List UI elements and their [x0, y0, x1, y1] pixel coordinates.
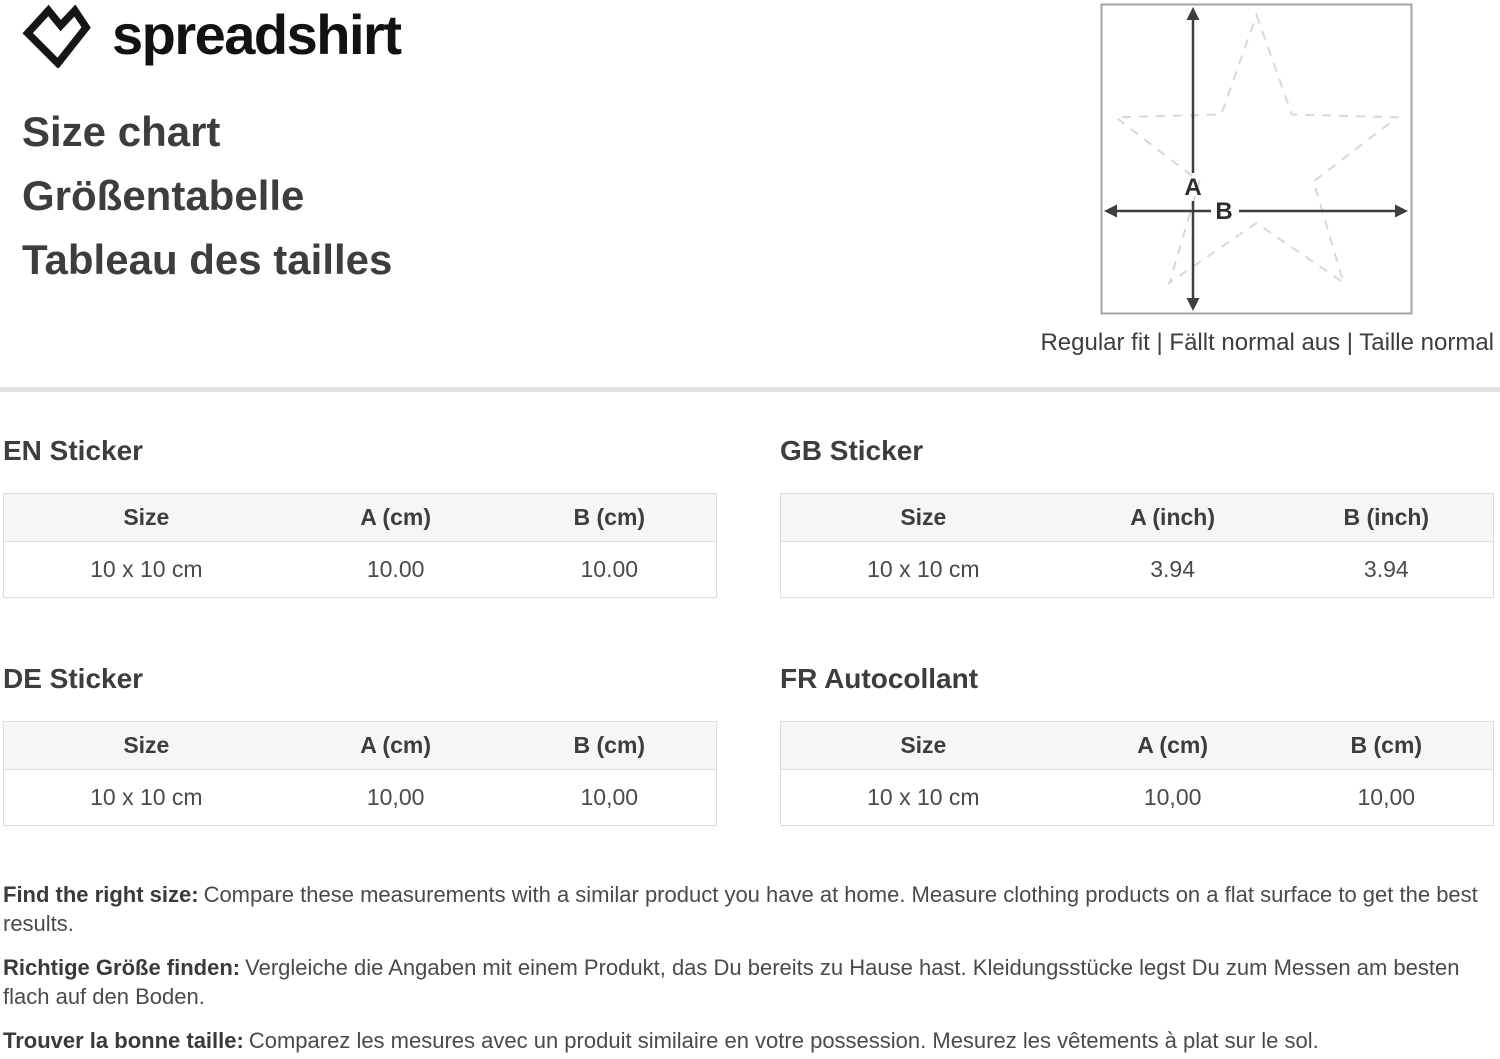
spreadshirt-heart-icon — [20, 2, 92, 68]
table-heading-fr: FR Autocollant — [780, 663, 979, 694]
table-row — [4, 542, 717, 598]
cell-a: 10,00 — [1143, 784, 1202, 810]
label-a: A — [1184, 174, 1202, 201]
size-table-de — [3, 721, 717, 826]
col-header-b: B (inch) — [1343, 504, 1430, 530]
measurement-diagram — [1100, 3, 1413, 320]
help-paragraph-fr — [3, 1026, 1496, 1055]
cell-b: 3.94 — [1363, 556, 1409, 582]
help-body-de: Vergleiche die Angaben mit einem Produkt, das Du bereits zu Hause hast. Kleidungsstücke legst Du zum Messen am besten flach auf den Boden. — [3, 955, 1460, 1009]
size-table-gb — [780, 493, 1494, 598]
table-heading-gb: GB Sticker — [780, 435, 924, 466]
cell-size: 10 x 10 cm — [90, 556, 203, 582]
col-header-b: B (cm) — [573, 732, 646, 758]
cell-b: 10,00 — [1357, 784, 1416, 810]
cell-b: 10.00 — [580, 556, 639, 582]
help-body-en: Compare these measurements with a similar product you have at home. Measure clothing products on a flat surface to get the best results. — [3, 882, 1478, 936]
col-header-a: A (inch) — [1130, 504, 1215, 530]
measurement-box — [1102, 5, 1412, 314]
page-title-en: Size chart — [22, 108, 221, 155]
table-section-gb — [780, 437, 1494, 598]
table-section-de — [3, 665, 717, 826]
help-lead-en: Find the right size: — [3, 882, 199, 907]
help-body-fr: Comparez les mesures avec un produit similaire en votre possession. Mesurez les vêtements à plat sur le sol. — [248, 1028, 1319, 1053]
table-section-fr — [780, 665, 1494, 826]
cell-a: 3.94 — [1150, 556, 1196, 582]
cell-a: 10,00 — [366, 784, 425, 810]
cell-size: 10 x 10 cm — [867, 556, 980, 582]
page-title-de: Größentabelle — [22, 172, 305, 219]
col-header-size: Size — [900, 504, 947, 530]
table-row — [781, 542, 1494, 598]
table-header-row — [4, 494, 717, 542]
col-header-a: A (cm) — [1137, 732, 1208, 758]
col-header-a: A (cm) — [360, 504, 431, 530]
col-header-b: B (cm) — [573, 504, 646, 530]
table-header-row — [781, 722, 1494, 770]
fit-caption: Regular fit | Fällt normal aus | Taille normal — [1040, 329, 1494, 356]
table-header-row — [4, 722, 717, 770]
table-section-en — [3, 437, 717, 598]
table-heading-de: DE Sticker — [3, 663, 144, 694]
cell-a: 10.00 — [366, 556, 425, 582]
cell-size: 10 x 10 cm — [867, 784, 980, 810]
table-row — [4, 770, 717, 826]
help-lead-de: Richtige Größe finden: — [3, 955, 241, 980]
size-table-fr — [780, 721, 1494, 826]
help-paragraph-en — [3, 880, 1496, 938]
table-heading-en: EN Sticker — [3, 435, 144, 466]
col-header-size: Size — [123, 732, 170, 758]
table-row — [781, 770, 1494, 826]
col-header-b: B (cm) — [1350, 732, 1423, 758]
col-header-a: A (cm) — [360, 732, 431, 758]
page-title-fr: Tableau des tailles — [22, 236, 393, 283]
table-header-row — [781, 494, 1494, 542]
cell-size: 10 x 10 cm — [90, 784, 203, 810]
cell-b: 10,00 — [580, 784, 639, 810]
size-help-text — [3, 880, 1496, 1059]
col-header-size: Size — [123, 504, 170, 530]
label-b: B — [1215, 198, 1233, 225]
help-lead-fr: Trouver la bonne taille: — [3, 1028, 244, 1053]
page-title-block — [22, 100, 392, 292]
help-paragraph-de — [3, 953, 1496, 1011]
brand-wordmark: spreadshirt — [112, 3, 401, 66]
col-header-size: Size — [900, 732, 947, 758]
spreadshirt-logo — [20, 2, 401, 68]
size-table-en — [3, 493, 717, 598]
section-divider — [0, 387, 1500, 392]
